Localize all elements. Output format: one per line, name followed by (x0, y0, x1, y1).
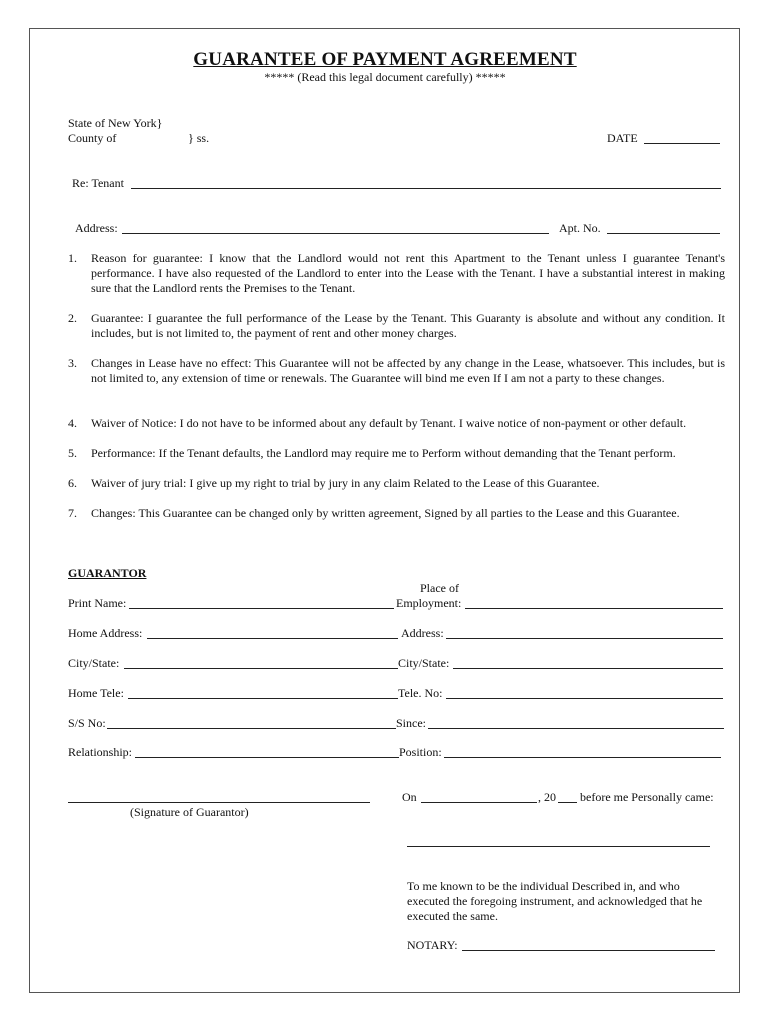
print-name-field[interactable] (129, 608, 394, 609)
date-field[interactable] (644, 143, 720, 144)
relationship-field[interactable] (135, 757, 399, 758)
clause-text: Performance: If the Tenant defaults, the Landlord may require me to Perform without demanding that the Tenant perform. (91, 446, 676, 460)
clause-text: Waiver of Notice: I do not have to be informed about any default by Tenant. I waive notice of non-payment or other default. (91, 416, 687, 430)
clause-number: 4. (68, 416, 77, 430)
place-of-label: Place of (420, 581, 459, 595)
ss-label: } ss. (188, 131, 210, 145)
home-tele-field[interactable] (128, 698, 398, 699)
home-address-field[interactable] (147, 638, 398, 639)
county-label: County of (68, 131, 117, 145)
city-state-label: City/State: (68, 656, 120, 670)
clause-text: Reason for guarantee: I know that the Landlord would not rent this Apartment to the Tenant unless I guarantee Tenant's performance. I have also requested of the Landlord to enter into the Lease with the Tenant. I have a substantial interest in making sure that the Landlord rents the Premises to the Tenant. (91, 251, 725, 295)
tele-no-field[interactable] (446, 698, 723, 699)
state-label: State of New York} (68, 116, 163, 130)
personally-came-label: before me Personally came: (580, 790, 714, 804)
clause-number: 7. (68, 506, 77, 520)
notary-statement: To me known to be the individual Described in, and who executed the foregoing instrument, and acknowledged that he executed the same. (407, 879, 703, 923)
home-address-label: Home Address: (68, 626, 143, 640)
ss-no-field[interactable] (107, 728, 396, 729)
clause-number: 3. (68, 356, 77, 370)
print-name-label: Print Name: (68, 596, 127, 610)
clause-number: 5. (68, 446, 77, 460)
re-tenant-label: Re: Tenant (72, 176, 124, 190)
home-tele-label: Home Tele: (68, 686, 124, 700)
notary-signature-field[interactable] (462, 950, 715, 951)
on-date-field[interactable] (421, 802, 537, 803)
year-label: , 20 (538, 790, 556, 804)
position-label: Position: (399, 745, 442, 759)
appearing-person-field[interactable] (407, 846, 710, 847)
relationship-label: Relationship: (68, 745, 132, 759)
tenant-address-field[interactable] (122, 233, 549, 234)
employer-address-field[interactable] (446, 638, 723, 639)
employer-city-state-label: City/State: (398, 656, 450, 670)
tenant-name-field[interactable] (131, 188, 721, 189)
signature-label: (Signature of Guarantor) (130, 805, 249, 819)
date-label: DATE (607, 131, 638, 145)
address-label: Address: (75, 221, 118, 235)
employer-city-state-field[interactable] (453, 668, 723, 669)
employment-field[interactable] (465, 608, 723, 609)
document-subtitle: ***** (Read this legal document carefully) ***** (264, 70, 506, 84)
on-label: On (402, 790, 417, 804)
year-field[interactable] (558, 802, 577, 803)
notary-label: NOTARY: (407, 938, 458, 952)
clause-text: Changes in Lease have no effect: This Guarantee will not be affected by any change in the Lease, whatsoever. This includes, but is not limited to, any extension of time or renewals. The Guarantee will bind me even If I am not a party to these changes. (91, 356, 725, 385)
employer-address-label: Address: (401, 626, 444, 640)
apt-label: Apt. No. (559, 221, 601, 235)
ss-no-label: S/S No: (68, 716, 106, 730)
clause-text: Waiver of jury trial: I give up my right to trial by jury in any claim Related to the Lease of this Guarantee. (91, 476, 600, 490)
since-field[interactable] (428, 728, 724, 729)
clause-number: 1. (68, 251, 77, 265)
document-title: GUARANTEE OF PAYMENT AGREEMENT (193, 49, 577, 70)
guarantor-signature-field[interactable] (68, 802, 370, 803)
clause-number: 6. (68, 476, 77, 490)
tele-no-label: Tele. No: (398, 686, 443, 700)
clause-number: 2. (68, 311, 77, 325)
clause-text: Changes: This Guarantee can be changed only by written agreement, Signed by all parties to the Lease and this Guarantee. (91, 506, 680, 520)
guarantor-heading: GUARANTOR (68, 566, 147, 580)
employment-label: Employment: (396, 596, 462, 610)
city-state-field[interactable] (124, 668, 398, 669)
position-field[interactable] (444, 757, 721, 758)
apt-number-field[interactable] (607, 233, 720, 234)
since-label: Since: (396, 716, 426, 730)
clause-text: Guarantee: I guarantee the full performance of the Lease by the Tenant. This Guaranty is absolute and without any condition. It includes, but is not limited to, the payment of rent and other money charges. (91, 311, 725, 340)
